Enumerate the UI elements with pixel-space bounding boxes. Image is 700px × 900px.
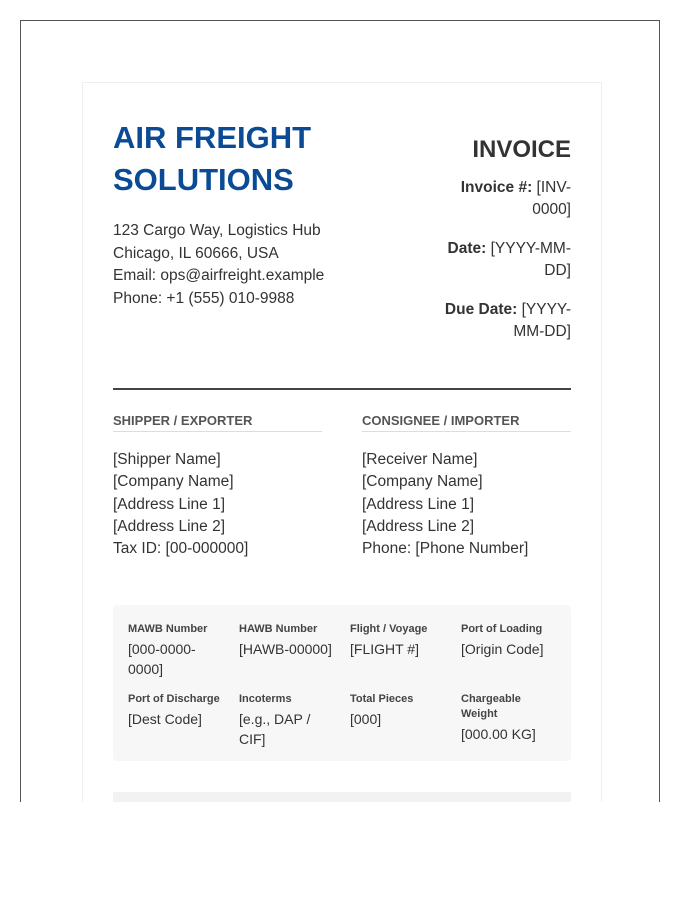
invoice-meta (431, 135, 571, 360)
company-email: Email: ops@airfreight.example (113, 267, 325, 284)
shipment-field-value: [Origin Code] (461, 641, 544, 657)
consignee-line: [Address Line 2] (362, 517, 475, 535)
consignee-title: CONSIGNEE / IMPORTER (362, 412, 571, 432)
consignee-line: [Company Name] (362, 473, 483, 491)
shipment-field (239, 692, 343, 749)
shipper-title: SHIPPER / EXPORTER (113, 412, 322, 432)
shipment-field (461, 692, 536, 744)
company-address (113, 220, 373, 310)
shipment-field-label: Chargeable Weight (461, 693, 521, 720)
shipment-field (239, 622, 343, 659)
document-frame (20, 20, 660, 802)
company-phone: Phone: +1 (555) 010-9988 (113, 289, 295, 307)
invoice-sheet (82, 82, 602, 802)
shipment-field (350, 622, 454, 659)
invoice-date-value: [YYYY-MM-DD] (490, 240, 571, 279)
invoice-date (431, 238, 571, 282)
shipment-field-label: Port of Loading (461, 623, 543, 635)
consignee-line: [Receiver Name] (362, 451, 478, 468)
shipment-field-value: [000-0000-0000] (128, 641, 196, 677)
shipment-field-value: [Dest Code] (128, 711, 202, 727)
line-items-header (113, 792, 571, 802)
shipment-field (128, 622, 232, 679)
shipment-field-label: HAWB Number (239, 623, 318, 635)
shipment-field-label: MAWB Number (128, 623, 208, 635)
invoice-due-date (431, 299, 571, 343)
shipment-field-value: [HAWB-00000] (239, 641, 332, 657)
shipment-field (128, 692, 232, 729)
consignee-line: [Address Line 1] (362, 495, 475, 513)
company-address-line: 123 Cargo Way, Logistics Hub (113, 222, 321, 239)
shipment-details-box (113, 605, 571, 761)
shipment-field-value: [000] (350, 711, 382, 727)
shipper-line: [Shipper Name] (113, 451, 221, 468)
shipper-details (113, 449, 322, 560)
invoice-title: INVOICE (472, 136, 571, 163)
invoice-number-label: Invoice #: (460, 179, 533, 196)
shipper-tax-id: Tax ID: [00-000000] (113, 540, 249, 558)
shipment-field (461, 622, 565, 659)
shipper-line: [Company Name] (113, 473, 234, 491)
shipment-field-value: [e.g., DAP / CIF] (239, 711, 311, 747)
invoice-number (431, 177, 571, 221)
shipment-field-value: [000.00 KG] (461, 726, 536, 742)
consignee-section (362, 412, 571, 560)
header-divider (113, 388, 571, 390)
company-name: AIR FREIGHT SOLUTIONS (113, 120, 312, 197)
shipper-line: [Address Line 2] (113, 517, 226, 535)
invoice-due-label: Due Date: (444, 301, 518, 318)
consignee-details (362, 449, 571, 560)
shipper-section (113, 412, 322, 560)
shipment-field-label: Port of Discharge (128, 693, 220, 705)
company-address-line: Chicago, IL 60666, USA (113, 244, 279, 262)
shipper-line: [Address Line 1] (113, 495, 226, 513)
invoice-due-value: [YYYY-MM-DD] (513, 301, 571, 340)
invoice-date-label: Date: (447, 240, 487, 257)
invoice-number-value: [INV-0000] (532, 179, 571, 218)
consignee-phone: Phone: [Phone Number] (362, 540, 529, 558)
shipment-field-label: Incoterms (239, 693, 292, 705)
shipment-field-value: [FLIGHT #] (350, 641, 419, 657)
shipment-field-label: Flight / Voyage (350, 623, 428, 635)
shipment-field (350, 692, 454, 729)
shipment-field-label: Total Pieces (350, 693, 414, 705)
